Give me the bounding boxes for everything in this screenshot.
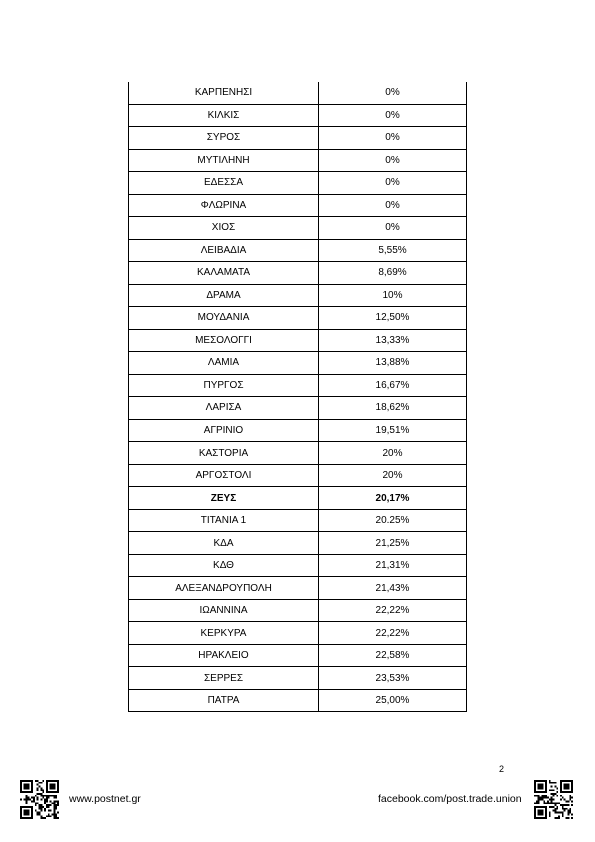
- table-row: [129, 239, 467, 262]
- city-cell: ΑΛΕΞΑΝΔΡΟΥΠΟΛΗ: [129, 577, 319, 600]
- city-cell: ΠΥΡΓΟΣ: [129, 374, 319, 397]
- table-row: [129, 284, 467, 307]
- city-cell: ΛΑΜΙΑ: [129, 352, 319, 375]
- table-row: [129, 397, 467, 420]
- results-table-body: [129, 82, 467, 712]
- percentage-cell: 21,31%: [319, 554, 467, 577]
- table-row: [129, 464, 467, 487]
- table-row: [129, 149, 467, 172]
- table-row: [129, 487, 467, 510]
- table-row: [129, 217, 467, 240]
- percentage-cell: 22,58%: [319, 644, 467, 667]
- percentage-cell: 18,62%: [319, 397, 467, 420]
- percentage-cell: 5,55%: [319, 239, 467, 262]
- table-row: [129, 307, 467, 330]
- city-cell: ΚΔΘ: [129, 554, 319, 577]
- percentage-cell: 25,00%: [319, 689, 467, 712]
- percentage-cell: 22,22%: [319, 622, 467, 645]
- table-row: [129, 82, 467, 104]
- percentage-cell: 0%: [319, 104, 467, 127]
- city-cell: ΣΕΡΡΕΣ: [129, 667, 319, 690]
- city-cell: ΛΑΡΙΣΑ: [129, 397, 319, 420]
- qr-code-icon: [534, 780, 573, 819]
- percentage-cell: 16,67%: [319, 374, 467, 397]
- city-cell: ΤΙΤΑΝΙΑ 1: [129, 509, 319, 532]
- city-cell: ΛΕΙΒΑΔΙΑ: [129, 239, 319, 262]
- qr-code-icon: [20, 780, 59, 819]
- table-row: [129, 689, 467, 712]
- city-cell: ΖΕΥΣ: [129, 487, 319, 510]
- table-row: [129, 644, 467, 667]
- percentage-cell: 8,69%: [319, 262, 467, 285]
- percentage-cell: 0%: [319, 82, 467, 104]
- table-row: [129, 622, 467, 645]
- percentage-cell: 10%: [319, 284, 467, 307]
- city-cell: ΚΑΣΤΟΡΙΑ: [129, 442, 319, 465]
- city-cell: ΜΟΥΔΑΝΙΑ: [129, 307, 319, 330]
- city-cell: ΠΑΤΡΑ: [129, 689, 319, 712]
- city-cell: ΚΔΑ: [129, 532, 319, 555]
- table-row: [129, 599, 467, 622]
- table-row: [129, 262, 467, 285]
- city-cell: ΧΙΟΣ: [129, 217, 319, 240]
- city-cell: ΔΡΑΜΑ: [129, 284, 319, 307]
- page-number: 2: [499, 764, 505, 774]
- percentage-cell: 21,43%: [319, 577, 467, 600]
- city-cell: ΗΡΑΚΛΕΙΟ: [129, 644, 319, 667]
- percentage-cell: 0%: [319, 217, 467, 240]
- percentage-cell: 23,53%: [319, 667, 467, 690]
- percentage-cell: 0%: [319, 149, 467, 172]
- table-row: [129, 104, 467, 127]
- percentage-cell: 0%: [319, 194, 467, 217]
- city-cell: ΚΕΡΚΥΡΑ: [129, 622, 319, 645]
- footer-facebook-link[interactable]: facebook.com/post.trade.union: [378, 793, 522, 805]
- city-cell: ΑΡΓΟΣΤΟΛΙ: [129, 464, 319, 487]
- table-row: [129, 127, 467, 150]
- city-cell: ΚΙΛΚΙΣ: [129, 104, 319, 127]
- city-cell: ΜΥΤΙΛΗΝΗ: [129, 149, 319, 172]
- percentage-cell: 0%: [319, 172, 467, 195]
- city-cell: ΜΕΣΟΛΟΓΓΙ: [129, 329, 319, 352]
- table-row: [129, 374, 467, 397]
- percentage-cell: 20.25%: [319, 509, 467, 532]
- table-row: [129, 667, 467, 690]
- percentage-cell: 13,88%: [319, 352, 467, 375]
- percentage-cell: 12,50%: [319, 307, 467, 330]
- table-row: [129, 194, 467, 217]
- results-table: [128, 82, 467, 712]
- footer-website-link[interactable]: www.postnet.gr: [69, 793, 141, 805]
- percentage-cell: 21,25%: [319, 532, 467, 555]
- table-row: [129, 532, 467, 555]
- city-cell: ΦΛΩΡΙΝΑ: [129, 194, 319, 217]
- table-row: [129, 352, 467, 375]
- percentage-cell: 19,51%: [319, 419, 467, 442]
- percentage-cell: 20%: [319, 442, 467, 465]
- percentage-cell: 20%: [319, 464, 467, 487]
- percentage-cell: 22,22%: [319, 599, 467, 622]
- city-cell: ΣΥΡΟΣ: [129, 127, 319, 150]
- city-cell: ΚΑΛΑΜΑΤΑ: [129, 262, 319, 285]
- percentage-cell: 20,17%: [319, 487, 467, 510]
- table-row: [129, 419, 467, 442]
- table-row: [129, 509, 467, 532]
- table-row: [129, 172, 467, 195]
- city-cell: ΙΩΑΝΝΙΝΑ: [129, 599, 319, 622]
- table-row: [129, 442, 467, 465]
- table-row: [129, 329, 467, 352]
- table-row: [129, 554, 467, 577]
- percentage-cell: 13,33%: [319, 329, 467, 352]
- table-row: [129, 577, 467, 600]
- city-cell: ΚΑΡΠΕΝΗΣΙ: [129, 82, 319, 104]
- city-cell: ΕΔΕΣΣΑ: [129, 172, 319, 195]
- city-cell: ΑΓΡΙΝΙΟ: [129, 419, 319, 442]
- percentage-cell: 0%: [319, 127, 467, 150]
